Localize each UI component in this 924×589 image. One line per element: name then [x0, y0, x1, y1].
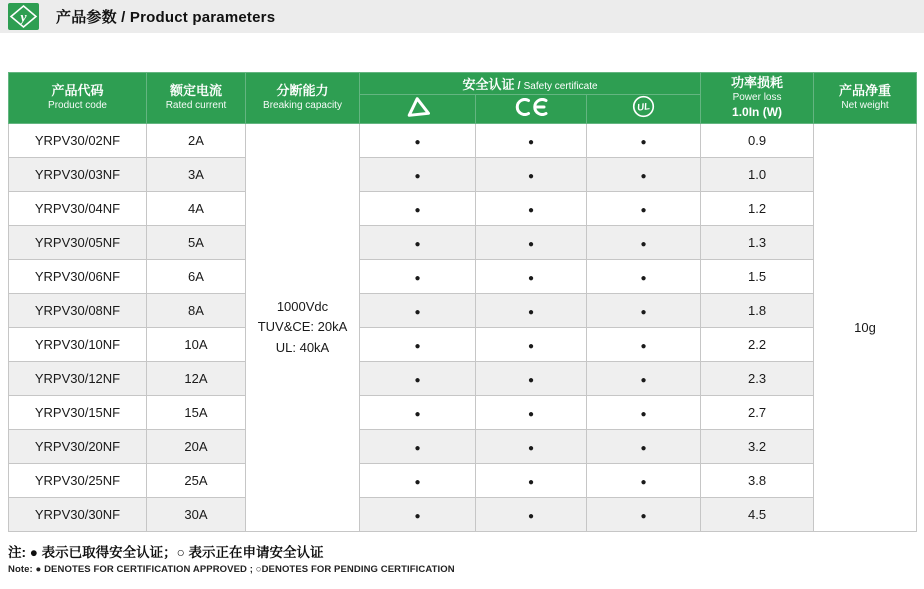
- cert-dot: ●: [414, 341, 421, 352]
- power-loss-cell: 1.3: [701, 226, 814, 260]
- table-row: [9, 498, 917, 532]
- col-header-ce: [476, 95, 587, 124]
- power-loss-cell: 1.2: [701, 192, 814, 226]
- rated-current-cell: 30A: [147, 498, 246, 532]
- col-header-tuv: [360, 95, 476, 124]
- product-code-cell: YRPV30/12NF: [9, 362, 147, 396]
- table-body: [9, 124, 917, 532]
- ce-cert-cell: [476, 396, 587, 430]
- power-loss-cell: 1.0: [701, 158, 814, 192]
- rated-current-cell: 6A: [147, 260, 246, 294]
- tuv-cert-cell: [360, 192, 476, 226]
- cert-dot: ●: [527, 375, 535, 386]
- cert-dot: ●: [640, 171, 647, 182]
- brand-logo-icon: [8, 3, 39, 30]
- ce-cert-cell: [476, 124, 587, 158]
- product-parameters-table: [8, 72, 917, 532]
- cert-dot: ●: [414, 171, 421, 182]
- cert-dot: ●: [414, 477, 421, 488]
- ul-cert-cell: [587, 328, 701, 362]
- ce-cert-cell: [476, 362, 587, 396]
- svg-text:y: y: [20, 10, 27, 26]
- titlebar: [0, 0, 924, 33]
- col-header-power-loss: [701, 73, 814, 124]
- page-title-separator: /: [116, 9, 130, 26]
- rated-current-header-zh: 额定电流: [169, 83, 222, 99]
- power-loss-header-zh: 功率损耗: [731, 75, 784, 90]
- table-row: [9, 124, 917, 158]
- ce-cert-cell: [476, 158, 587, 192]
- power-loss-cell: 2.3: [701, 362, 814, 396]
- rated-current-cell: 12A: [147, 362, 246, 396]
- ul-cert-cell: [587, 294, 701, 328]
- rated-current-cell: 3A: [147, 158, 246, 192]
- table-row: [9, 294, 917, 328]
- rated-current-cell: 15A: [147, 396, 246, 430]
- ce-cert-cell: [476, 328, 587, 362]
- cert-dot: ●: [640, 239, 647, 250]
- cert-dot: ●: [414, 409, 421, 420]
- power-loss-cell: 1.5: [701, 260, 814, 294]
- power-loss-cell: 1.8: [701, 294, 814, 328]
- power-loss-cell: 3.2: [701, 430, 814, 464]
- net-weight-header-zh: 产品净重: [839, 83, 892, 99]
- cert-dot: ●: [640, 511, 647, 522]
- ce-cert-cell: [476, 226, 587, 260]
- table-header: [9, 73, 917, 124]
- power-loss-cell: 3.8: [701, 464, 814, 498]
- tuv-cert-cell: [360, 328, 476, 362]
- cert-dot: ●: [527, 477, 535, 488]
- product-code-cell: YRPV30/06NF: [9, 260, 147, 294]
- cert-dot: ●: [527, 511, 535, 522]
- breaking-capacity-line: 1000Vdc: [276, 299, 329, 315]
- product-code-cell: YRPV30/15NF: [9, 396, 147, 430]
- power-loss-header-unit: 1.0In (W): [732, 105, 783, 120]
- ul-cert-cell: [587, 396, 701, 430]
- cert-dot: ●: [640, 273, 647, 284]
- rated-current-cell: 2A: [147, 124, 246, 158]
- tuv-cert-cell: [360, 396, 476, 430]
- cert-dot: ●: [640, 205, 647, 216]
- ce-cert-cell: [476, 192, 587, 226]
- product-code-cell: YRPV30/20NF: [9, 430, 147, 464]
- col-header-net-weight: [814, 73, 917, 124]
- net-weight-header-en: Net weight: [841, 100, 889, 112]
- cert-dot: ●: [527, 171, 535, 182]
- col-header-rated-current: [147, 73, 246, 124]
- cert-dot: ●: [414, 307, 421, 318]
- cert-dot: ●: [640, 137, 647, 148]
- tuv-cert-cell: [360, 464, 476, 498]
- page-title-en: Product parameters: [129, 9, 276, 26]
- footnote-zh: 注: ● 表示已取得安全认证；○ 表示正在申请安全认证: [8, 545, 324, 560]
- cert-dot: ●: [527, 205, 535, 216]
- cert-dot: ●: [640, 307, 647, 318]
- rated-current-cell: 5A: [147, 226, 246, 260]
- cert-dot: ●: [414, 137, 421, 148]
- col-header-product-code: [9, 73, 147, 124]
- col-header-breaking-capacity: [246, 73, 360, 124]
- cert-dot: ●: [414, 239, 421, 250]
- table-row: [9, 260, 917, 294]
- power-loss-cell: 2.7: [701, 396, 814, 430]
- ce-cert-cell: [476, 464, 587, 498]
- table-row: [9, 430, 917, 464]
- footnote-en: Note: ● DENOTES FOR CERTIFICATION APPROVED ; ○DENOTES FOR PENDING CERTIFICATION: [8, 563, 455, 575]
- cert-dot: ●: [527, 341, 535, 352]
- rated-current-cell: 20A: [147, 430, 246, 464]
- ul-cert-cell: [587, 362, 701, 396]
- net-weight-cell: 10g: [814, 124, 917, 532]
- footnote: [8, 545, 924, 575]
- breaking-capacity-line: UL: 40kA: [275, 339, 330, 355]
- rated-current-header-en: Rated current: [165, 100, 227, 112]
- svg-text:UL: UL: [636, 101, 651, 114]
- breaking-capacity-header-zh: 分断能力: [276, 83, 329, 99]
- rated-current-cell: 8A: [147, 294, 246, 328]
- breaking-capacity-line: TUV&CE: 20kA: [257, 319, 348, 335]
- table-row: [9, 328, 917, 362]
- rated-current-cell: 25A: [147, 464, 246, 498]
- cert-dot: ●: [640, 443, 647, 454]
- product-code-cell: YRPV30/05NF: [9, 226, 147, 260]
- product-code-header-en: Product code: [48, 100, 107, 112]
- ul-cert-cell: [587, 226, 701, 260]
- tuv-cert-cell: [360, 430, 476, 464]
- product-code-cell: YRPV30/30NF: [9, 498, 147, 532]
- breaking-capacity-cell: [246, 124, 360, 532]
- page-title: [56, 6, 275, 27]
- cert-dot: ●: [527, 137, 535, 148]
- ce-cert-cell: [476, 498, 587, 532]
- ul-cert-cell: [587, 464, 701, 498]
- safety-cert-header-zh: 安全认证: [462, 76, 515, 92]
- cert-dot: ●: [640, 375, 647, 386]
- cert-dot: ●: [640, 409, 647, 420]
- table-row: [9, 362, 917, 396]
- cert-dot: ●: [414, 375, 421, 386]
- tuv-triangle-icon: [406, 96, 430, 117]
- ul-cert-cell: [587, 192, 701, 226]
- ul-icon: [632, 95, 655, 118]
- ul-cert-cell: [587, 498, 701, 532]
- cert-dot: ●: [640, 341, 647, 352]
- power-loss-header-en: Power loss: [732, 91, 782, 103]
- ul-cert-cell: [587, 124, 701, 158]
- tuv-cert-cell: [360, 260, 476, 294]
- tuv-cert-cell: [360, 226, 476, 260]
- cert-dot: ●: [527, 239, 535, 250]
- cert-dot: ●: [527, 409, 535, 420]
- tuv-cert-cell: [360, 498, 476, 532]
- tuv-cert-cell: [360, 362, 476, 396]
- power-loss-cell: 0.9: [701, 124, 814, 158]
- table-row: [9, 158, 917, 192]
- cert-dot: ●: [527, 307, 535, 318]
- rated-current-cell: 10A: [147, 328, 246, 362]
- tuv-cert-cell: [360, 124, 476, 158]
- ul-cert-cell: [587, 430, 701, 464]
- table-row: [9, 396, 917, 430]
- product-code-cell: YRPV30/10NF: [9, 328, 147, 362]
- col-header-ul: [587, 95, 701, 124]
- cert-dot: ●: [527, 443, 535, 454]
- product-code-cell: YRPV30/08NF: [9, 294, 147, 328]
- product-code-cell: YRPV30/04NF: [9, 192, 147, 226]
- product-code-cell: YRPV30/03NF: [9, 158, 147, 192]
- ul-cert-cell: [587, 158, 701, 192]
- cert-dot: ●: [414, 273, 421, 284]
- tuv-cert-cell: [360, 158, 476, 192]
- power-loss-cell: 4.5: [701, 498, 814, 532]
- ce-cert-cell: [476, 294, 587, 328]
- table-row: [9, 464, 917, 498]
- ce-cert-cell: [476, 260, 587, 294]
- safety-cert-header-en: Safety certificate: [523, 80, 598, 92]
- ul-cert-cell: [587, 260, 701, 294]
- tuv-cert-cell: [360, 294, 476, 328]
- product-code-header-zh: 产品代码: [51, 83, 104, 99]
- cert-dot: ●: [640, 477, 647, 488]
- cert-dot: ●: [414, 511, 421, 522]
- cert-dot: ●: [414, 205, 421, 216]
- rated-current-cell: 4A: [147, 192, 246, 226]
- power-loss-cell: 2.2: [701, 328, 814, 362]
- safety-cert-header-separator: /: [514, 79, 524, 92]
- table-row: [9, 226, 917, 260]
- product-code-cell: YRPV30/25NF: [9, 464, 147, 498]
- cert-dot: ●: [527, 273, 535, 284]
- page-title-zh: 产品参数: [56, 9, 117, 26]
- cert-dot: ●: [414, 443, 421, 454]
- table-row: [9, 192, 917, 226]
- breaking-capacity-header-en: Breaking capacity: [263, 100, 342, 112]
- ce-icon: [513, 98, 549, 116]
- product-code-cell: YRPV30/02NF: [9, 124, 147, 158]
- col-header-safety-certificate: [360, 73, 701, 95]
- ce-cert-cell: [476, 430, 587, 464]
